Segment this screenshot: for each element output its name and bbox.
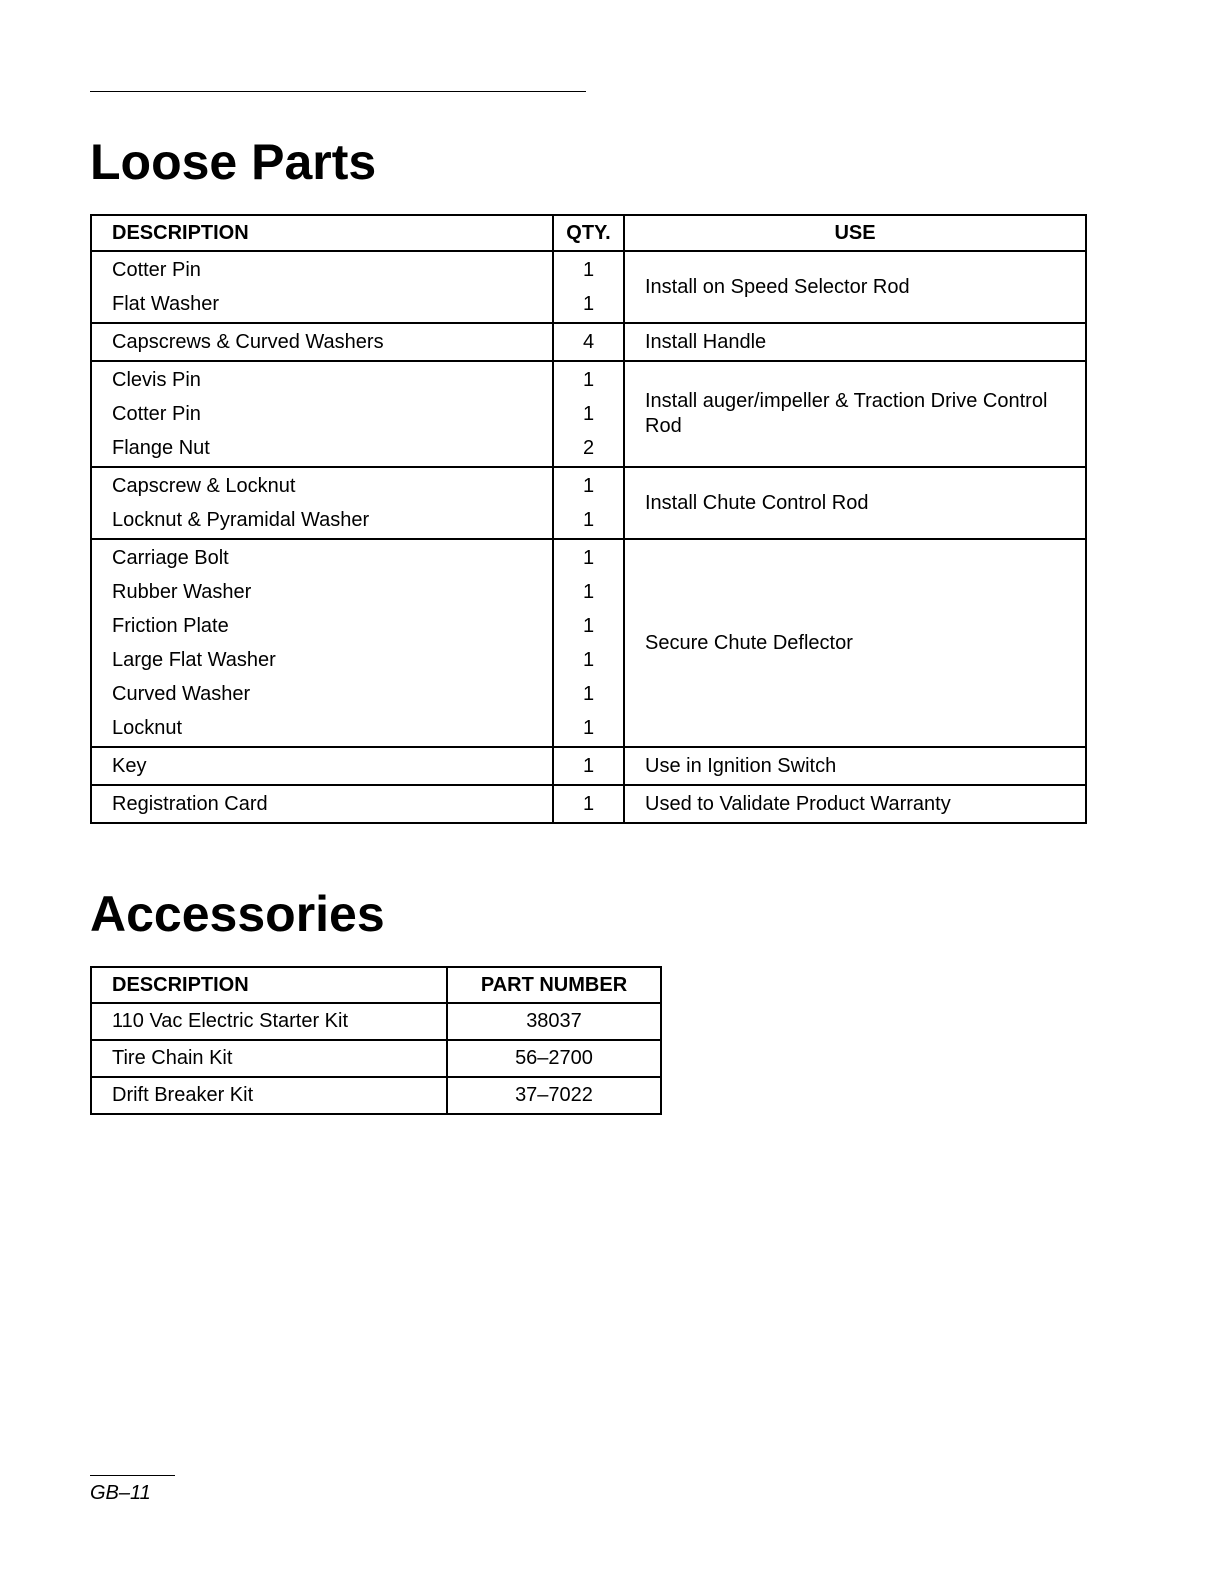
- table-row: [91, 1003, 661, 1040]
- page-number: GB–11: [90, 1482, 151, 1504]
- part-name: Flat Washer: [112, 293, 220, 315]
- accessory-description: 110 Vac Electric Starter Kit: [91, 1003, 447, 1040]
- qty-column-header: QTY.: [553, 215, 624, 251]
- part-qty: 1: [582, 649, 595, 671]
- use-cell: Install on Speed Selector Rod: [624, 251, 1086, 323]
- part-name: Carriage Bolt: [112, 547, 229, 569]
- table-row: [91, 747, 1086, 785]
- description-cell: [91, 539, 553, 747]
- loose-parts-header-row: [91, 215, 1086, 251]
- part-qty: 1: [582, 475, 595, 497]
- part-qty: 1: [582, 369, 595, 391]
- qty-cell: [553, 251, 624, 323]
- use-column-header: USE: [624, 215, 1086, 251]
- accessory-part-number: 38037: [447, 1003, 661, 1040]
- part-name: Locknut: [112, 717, 183, 739]
- use-cell: Install Chute Control Rod: [624, 467, 1086, 539]
- part-qty: 1: [582, 547, 595, 569]
- part-qty: 1: [582, 293, 595, 315]
- description-cell: [91, 251, 553, 323]
- part-qty: 1: [582, 581, 595, 603]
- part-qty: 1: [582, 683, 595, 705]
- table-row: [91, 785, 1086, 823]
- part-name: Flange Nut: [112, 437, 210, 459]
- table-row: [91, 467, 1086, 539]
- description-cell: [91, 323, 553, 361]
- table-row: [91, 361, 1086, 467]
- table-row: [91, 323, 1086, 361]
- part-name: Clevis Pin: [112, 369, 201, 391]
- part-name: Rubber Washer: [112, 581, 252, 603]
- accessories-header-row: [91, 967, 661, 1003]
- part-number-column-header: PART NUMBER: [447, 967, 661, 1003]
- part-name: Capscrews & Curved Washers: [112, 331, 384, 353]
- part-qty: 1: [582, 259, 595, 281]
- use-cell: Install Handle: [624, 323, 1086, 361]
- use-cell: Secure Chute Deflector: [624, 539, 1086, 747]
- part-name: Friction Plate: [112, 615, 229, 637]
- description-cell: [91, 747, 553, 785]
- qty-cell: [553, 467, 624, 539]
- part-name: Large Flat Washer: [112, 649, 276, 671]
- accessory-part-number: 56–2700: [447, 1040, 661, 1077]
- table-row: [91, 539, 1086, 747]
- qty-cell: [553, 539, 624, 747]
- accessory-description: Drift Breaker Kit: [91, 1077, 447, 1114]
- part-name: Registration Card: [112, 793, 268, 815]
- qty-cell: [553, 785, 624, 823]
- use-cell: Use in Ignition Switch: [624, 747, 1086, 785]
- description-cell: [91, 785, 553, 823]
- part-name: Cotter Pin: [112, 259, 201, 281]
- part-qty: 1: [582, 509, 595, 531]
- table-row: [91, 251, 1086, 323]
- part-qty: 1: [582, 403, 595, 425]
- table-row: [91, 1077, 661, 1114]
- qty-cell: [553, 747, 624, 785]
- description-cell: [91, 361, 553, 467]
- description-column-header: DESCRIPTION: [91, 967, 447, 1003]
- qty-cell: [553, 361, 624, 467]
- footer-rule: [90, 1475, 175, 1476]
- part-name: Locknut & Pyramidal Washer: [112, 509, 370, 531]
- accessories-title: Accessories: [90, 886, 385, 942]
- part-qty: 2: [582, 437, 595, 459]
- header-rule: [90, 91, 586, 92]
- part-name: Capscrew & Locknut: [112, 475, 296, 497]
- table-row: [91, 1040, 661, 1077]
- accessory-part-number: 37–7022: [447, 1077, 661, 1114]
- part-qty: 1: [582, 615, 595, 637]
- part-name: Key: [112, 755, 147, 777]
- part-qty: 1: [582, 755, 595, 777]
- part-name: Cotter Pin: [112, 403, 201, 425]
- loose-parts-table: [90, 214, 1087, 824]
- part-qty: 1: [582, 793, 595, 815]
- use-cell: Used to Validate Product Warranty: [624, 785, 1086, 823]
- qty-cell: [553, 323, 624, 361]
- part-qty: 1: [582, 717, 595, 739]
- use-cell: Install auger/impeller & Traction Drive Control Rod: [624, 361, 1086, 467]
- loose-parts-title: Loose Parts: [90, 134, 377, 190]
- accessory-description: Tire Chain Kit: [91, 1040, 447, 1077]
- description-cell: [91, 467, 553, 539]
- part-name: Curved Washer: [112, 683, 251, 705]
- description-column-header: DESCRIPTION: [91, 215, 553, 251]
- accessories-table: [90, 966, 662, 1115]
- part-qty: 4: [582, 331, 595, 353]
